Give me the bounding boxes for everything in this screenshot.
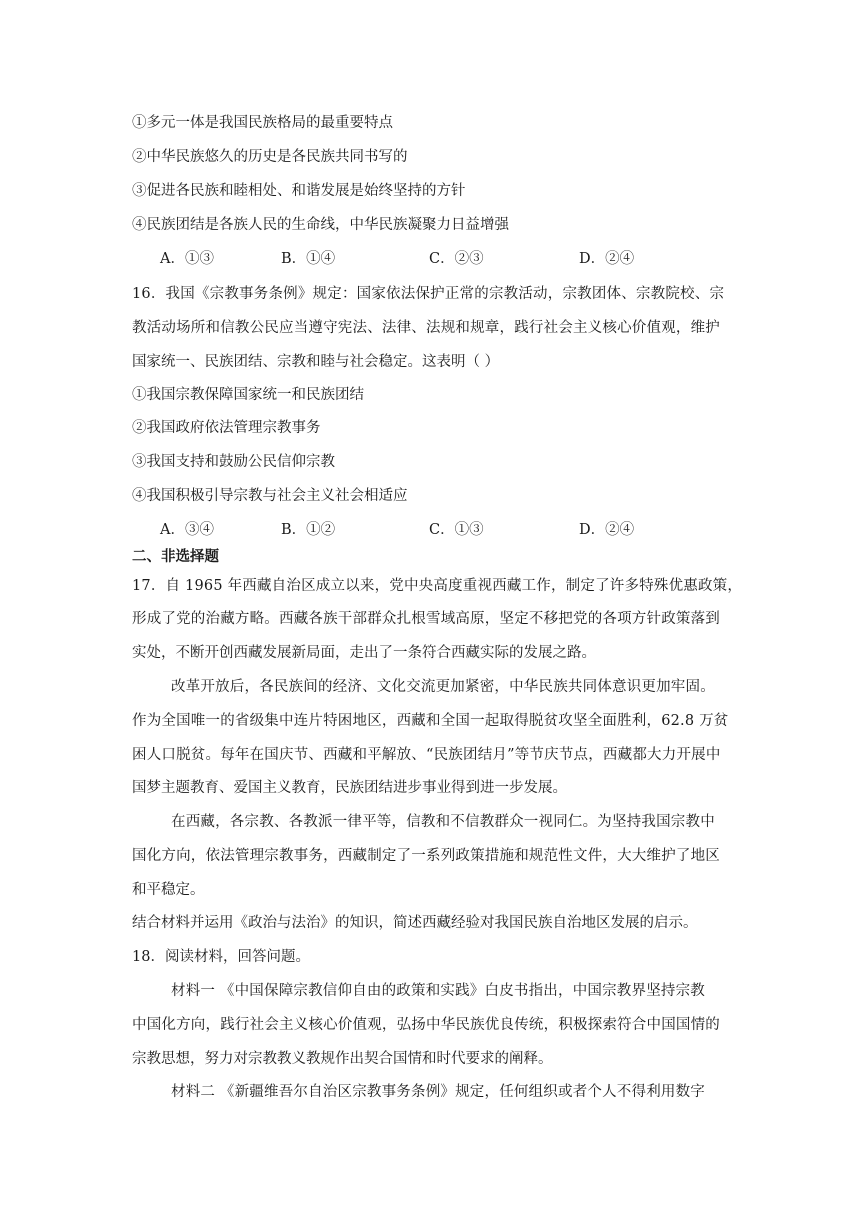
q15-statement-3: ③促进各民族和睦相处、和谐发展是始终坚持的方针 (132, 183, 466, 199)
q15-option-d[interactable]: D．②④ (579, 251, 635, 267)
q18-material2-line-1: 材料二 《新疆维吾尔自治区宗教事务条例》规定，任何组织或者个人不得利用数字 (171, 1084, 706, 1100)
q16-option-b[interactable]: B．①② (281, 522, 336, 538)
q17-para3-line-1: 在西藏，各宗教、各教派一律平等，信教和不信教群众一视同仁。为坚持我国宗教中 (171, 814, 715, 830)
q17-para2-line-3: 困人口脱贫。每年在国庆节、西藏和平解放、“民族团结月”等节庆节点，西藏都大力开展中 (132, 747, 721, 763)
q17-para1-line-1: 17．自 1965 年西藏自治区成立以来，党中央高度重视西藏工作，制定了许多特殊优惠政策， (132, 578, 743, 594)
q17-para2-line-4: 国梦主题教育、爱国主义教育，民族团结进步事业得到进一步发展。 (132, 780, 567, 796)
section-heading: 二、非选择题 (132, 549, 219, 565)
q15-option-b[interactable]: B．①④ (281, 251, 336, 267)
q17-para3-line-2: 国化方向，依法管理宗教事务，西藏制定了一系列政策措施和规范性文件，大大维护了地区 (132, 848, 720, 864)
q16-statement-3: ③我国支持和鼓励公民信仰宗教 (132, 454, 335, 470)
q16-stem-line-2: 教活动场所和信教公民应当遵守宪法、法律、法规和规章，践行社会主义核心价值观，维护 (132, 320, 720, 336)
q17-para2-line-2: 作为全国唯一的省级集中连片特困地区，西藏和全国一起取得脱贫攻坚全面胜利，62.8 万贫 (132, 713, 729, 729)
q16-statement-1: ①我国宗教保障国家统一和民族团结 (132, 387, 364, 403)
q18-intro: 18．阅读材料，回答问题。 (132, 949, 310, 965)
q17-para2-line-1: 改革开放后，各民族间的经济、文化交流更加紧密，中华民族共同体意识更加牢固。 (171, 679, 715, 695)
q15-options (160, 247, 634, 268)
q16-options (160, 518, 634, 539)
q15-option-c[interactable]: C．②③ (429, 251, 484, 267)
q17-para3-line-3: 和平稳定。 (132, 882, 205, 898)
q16-stem-line-3: 国家统一、民族团结、宗教和睦与社会稳定。这表明（ ） (132, 354, 500, 370)
q15-option-a[interactable]: A．①③ (160, 251, 214, 267)
q18-material1-line-1: 材料一 《中国保障宗教信仰自由的政策和实践》白皮书指出，中国宗教界坚持宗教 (171, 983, 706, 999)
q17-question: 结合材料并运用《政治与法治》的知识，简述西藏经验对我国民族自治地区发展的启示。 (132, 915, 698, 931)
q16-option-d[interactable]: D．②④ (579, 522, 635, 538)
q16-option-a[interactable]: A．③④ (160, 522, 214, 538)
q18-material1-line-3: 宗教思想，努力对宗教教义教规作出契合国情和时代要求的阐释。 (132, 1051, 553, 1067)
q16-statement-2: ②我国政府依法管理宗教事务 (132, 420, 321, 436)
q17-para1-line-2: 形成了党的治藏方略。西藏各族干部群众扎根雪域高原，坚定不移把党的各项方针政策落到 (132, 611, 720, 627)
q15-statement-2: ②中华民族悠久的历史是各民族共同书写的 (132, 149, 408, 165)
q15-statement-4: ④民族团结是各族人民的生命线，中华民族凝聚力日益增强 (132, 217, 509, 233)
q16-statement-4: ④我国积极引导宗教与社会主义社会相适应 (132, 488, 408, 504)
q17-para1-line-3: 实处，不断开创西藏发展新局面，走出了一条符合西藏实际的发展之路。 (132, 645, 596, 661)
q18-material1-line-2: 中国化方向，践行社会主义核心价值观，弘扬中华民族优良传统，积极探索符合中国国情的 (132, 1017, 720, 1033)
q16-option-c[interactable]: C．①③ (429, 522, 484, 538)
q15-statement-1: ①多元一体是我国民族格局的最重要特点 (132, 115, 393, 131)
q16-stem-line-1: 16．我国《宗教事务条例》规定：国家依法保护正常的宗教活动，宗教团体、宗教院校、宗 (132, 286, 725, 302)
